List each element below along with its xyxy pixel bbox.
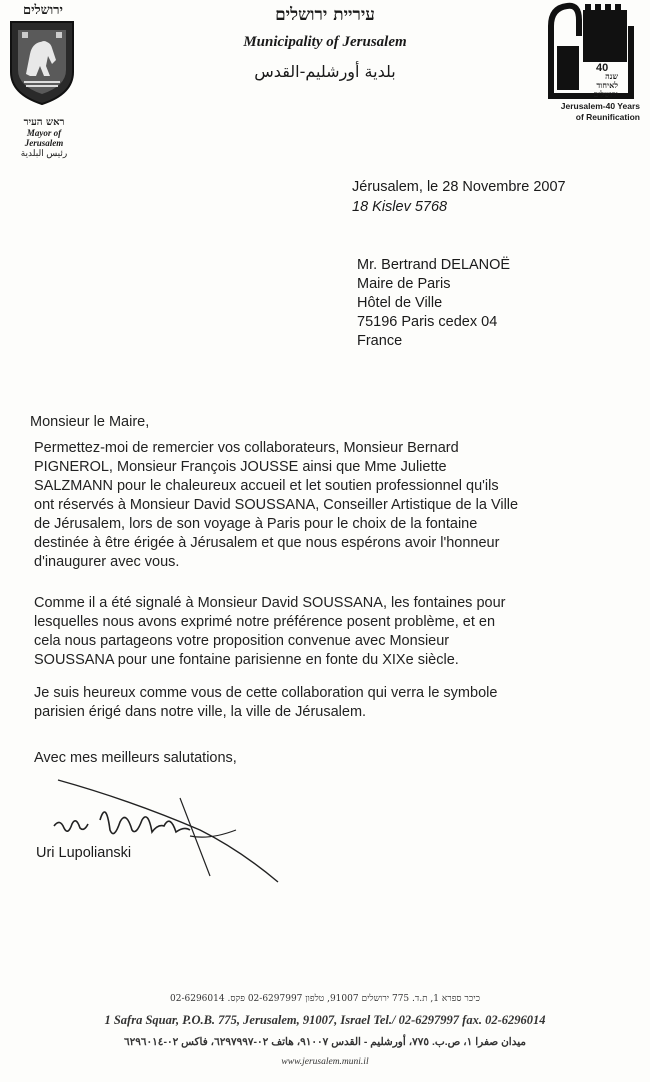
footer-website: www.jerusalem.muni.il xyxy=(281,1057,369,1067)
municipality-arabic: بلدية أورشليم-القدس xyxy=(254,62,396,81)
jerusalem-lion-emblem-icon xyxy=(8,20,76,106)
recipient-name: Mr. Bertrand DELANOË xyxy=(357,257,511,273)
paragraph-thanks xyxy=(34,439,616,572)
salutation: Monsieur le Maire, xyxy=(30,414,150,430)
mayor-label-en-1: Mayor of xyxy=(26,128,62,138)
logo-hebrew-block xyxy=(558,72,618,99)
date-block xyxy=(352,177,566,217)
logo-caption-1: Jerusalem-40 Years xyxy=(560,101,640,111)
recipient-building: Hôtel de Ville xyxy=(357,295,443,311)
logo-hebrew-2: לאיחוד xyxy=(596,80,618,90)
recipient-address xyxy=(357,256,510,351)
municipality-english: Municipality of Jerusalem xyxy=(243,34,407,50)
logo-number: 40 xyxy=(596,62,609,74)
paragraph-line: Permettez-moi de remercier vos collaborateurs, Monsieur Bernard xyxy=(34,440,459,456)
mayor-label-hebrew: ראש העיר xyxy=(23,117,65,128)
recipient-title: Maire de Paris xyxy=(357,276,451,292)
municipality-hebrew: עיריית ירושלים xyxy=(275,5,375,25)
logo-hebrew-3: ירושלים xyxy=(593,89,618,99)
mayor-label-arabic: رئيس البلدية xyxy=(20,148,68,158)
paragraph-line: lesquelles nous avons exprimé notre préférence posent problème, et en xyxy=(34,614,496,630)
paragraph-line: d'inaugurer avec vous. xyxy=(34,554,180,570)
logo-hebrew-1: שנה xyxy=(605,71,618,81)
paragraph-line: Comme il a été signalé à Monsieur David SOUSSANA, les fontaines pour xyxy=(34,595,506,611)
paragraph-line: Je suis heureux comme vous de cette collaboration qui verra le symbole xyxy=(34,685,498,701)
mayor-label xyxy=(14,118,74,158)
date-gregorian: Jérusalem, le 28 Novembre 2007 xyxy=(352,179,566,195)
paragraph-line: ont réservés à Monsieur David SOUSSANA, Conseiller Artistique de la Ville xyxy=(34,497,519,513)
logo-caption-2: of Reunification xyxy=(575,112,640,122)
paragraph-line: de Jérusalem, lors de son voyage à Paris pour le choix de la fontaine xyxy=(34,516,478,532)
paragraph-line: SOUSSANA pour une fontaine parisienne en fonte du XIXe siècle. xyxy=(34,652,459,668)
paragraph-line: destinée à être érigée à Jérusalem et que nous espérons avoir l'honneur xyxy=(34,535,500,551)
paragraph-fountain xyxy=(34,594,616,670)
mayor-label-en-2: Jerusalem xyxy=(24,138,64,148)
paragraph-line: PIGNEROL, Monsieur François JOUSSE ainsi que Mme Juliette xyxy=(34,459,447,475)
footer-arabic: ميدان صفرا ١، ص.ب. ٧٧٥، أورشليم - القدس ٩١٠٠٧، هاتف ٠٢-٦٢٩٧٩٩٧، فاكس ٠٢-٦٢٩٦٠١٤ xyxy=(123,1036,527,1048)
recipient-country: France xyxy=(357,333,403,349)
signature-name: Uri Lupolianski xyxy=(36,845,132,861)
paragraph-symbol xyxy=(34,684,616,722)
recipient-postcode: 75196 Paris cedex 04 xyxy=(357,314,498,330)
paragraph-line: SALZMANN pour le chaleureux accueil et let soutien professionnel qu'ils xyxy=(34,478,499,494)
emblem-hebrew-title xyxy=(10,2,76,18)
emblem-hebrew-text: ירושלים xyxy=(23,3,63,18)
logo-caption xyxy=(544,101,640,123)
footer-english: 1 Safra Squar, P.O.B. 775, Jerusalem, 91007, Israel Tel./ 02-6297997 fax. 02-6296014 xyxy=(104,1013,546,1027)
footer-hebrew: כיכר ספרא 1, ת.ד. 775 ירושלים 91007, טלפון 02-6297997 פקס. 02-6296014 xyxy=(170,994,480,1004)
date-hebrew: 18 Kislev 5768 xyxy=(352,199,448,215)
paragraph-line: parisien érigé dans notre ville, la ville de Jérusalem. xyxy=(34,704,367,720)
closing: Avec mes meilleurs salutations, xyxy=(34,750,237,766)
signature-scribble-icon xyxy=(40,770,290,890)
paragraph-line: cela nous partageons votre proposition convenue avec Monsieur xyxy=(34,633,450,649)
